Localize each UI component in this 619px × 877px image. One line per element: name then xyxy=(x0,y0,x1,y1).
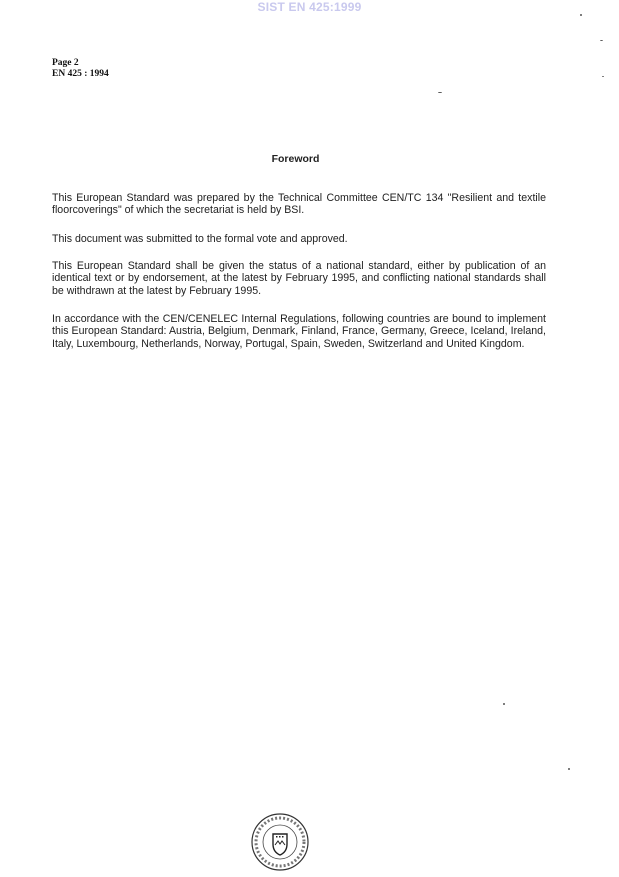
paragraph-countries: In accordance with the CEN/CENELEC Internal Regulations, following countries are bound to implement this European Standard: Austria, Belgium, Denmark, Finland, France, Germany, Greece, Iceland, Ireland, Italy, Luxembourg, Netherlands, Norway, Portugal, Spain, Sweden, Switzerland and United Kingdom. xyxy=(52,313,546,350)
scan-speck xyxy=(600,40,603,41)
page-number: Page 2 xyxy=(52,58,79,68)
watermark: SIST EN 425:1999 xyxy=(257,0,362,14)
scan-speck xyxy=(438,92,442,93)
foreword-title: Foreword xyxy=(271,153,320,165)
scan-speck xyxy=(602,76,604,77)
standard-reference: EN 425 : 1994 xyxy=(52,69,109,79)
page-header xyxy=(52,58,109,80)
scan-speck xyxy=(568,768,570,770)
scan-speck xyxy=(503,703,505,705)
scan-speck xyxy=(580,14,582,16)
paragraph-approval: This document was submitted to the formal vote and approved. xyxy=(52,233,348,245)
section-title xyxy=(0,153,619,165)
official-stamp-icon xyxy=(250,812,310,872)
paragraph-committee: This European Standard was prepared by the Technical Committee CEN/TC 134 "Resilient and textile floorcoverings" of which the secretariat is held by BSI. xyxy=(52,192,546,217)
paragraph-status: This European Standard shall be given the status of a national standard, either by publication of an identical text or by endorsement, at the latest by February 1995, and conflicting national standards shall be withdrawn at the latest by February 1995. xyxy=(52,260,546,297)
